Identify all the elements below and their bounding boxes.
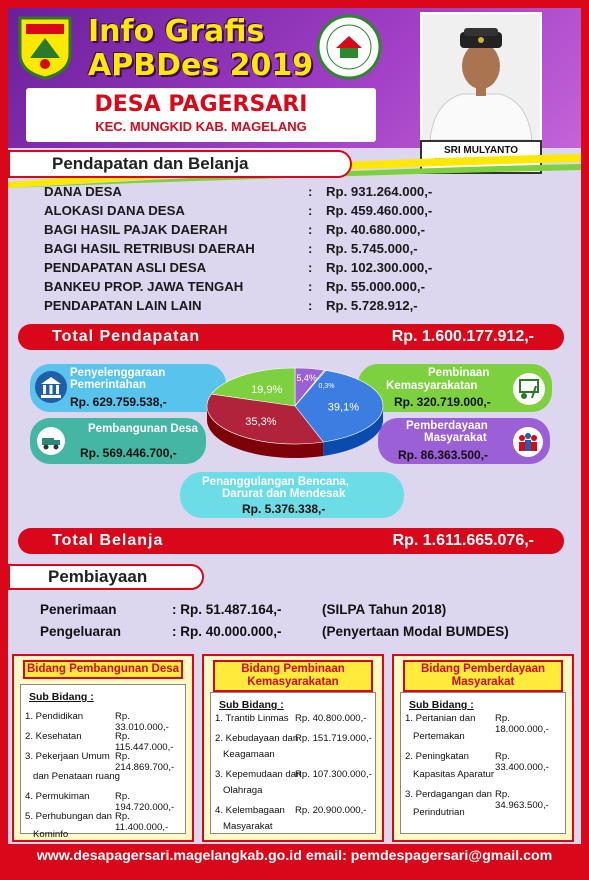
belanja-pie-chart [200, 360, 390, 472]
income-row: PENDAPATAN LAIN LAIN : Rp. 5.728.912,- [44, 298, 418, 313]
income-row: PENDAPATAN ASLI DESA : Rp. 102.300.000,- [44, 260, 433, 275]
bidang-box-pemberdayaan: Bidang Pemberdayaan Masyarakat Sub Bidang : 1. Pertanian dan Rp. 18.000.000,- Pertemakan 2. Peningkatan Rp. 33.400.000,- Kapasitas Aparatur 3. Perdagangan dan Rp. 34.963.500,- Perindutrian [392, 654, 574, 842]
pill-bencana: Penanggulangan Bencana, Darurat dan Mendesak Rp. 5.376.338,- [180, 472, 404, 518]
pie-slice-label: 19,9% [251, 384, 283, 397]
kepala-desa-name: SRI MULYANTO [443, 145, 519, 156]
pill-pembangunan: Pembangunan Desa Rp. 569.446.700,- [30, 418, 206, 464]
income-row: DANA DESA : Rp. 931.264.000,- [44, 184, 433, 199]
pendapatan-heading: Pendapatan dan Belanja [8, 150, 352, 178]
income-row: BAGI HASIL RETRIBUSI DAERAH : Rp. 5.745.000,- [44, 241, 418, 256]
income-row: BAGI HASIL PAJAK DAERAH : Rp. 40.680.000,- [44, 222, 425, 237]
pill-penyelenggaraan: Penyelenggaraan Pemerintahan Rp. 629.759.538,- [30, 364, 226, 412]
kecamatan-name: KEC. MUNGKID KAB. MAGELANG [95, 119, 307, 134]
community-people-icon [512, 426, 544, 458]
bidang-title: Bidang Pembangunan Desa [23, 660, 183, 679]
kemendes-logo-icon [316, 14, 382, 80]
construction-vehicle-icon [36, 426, 66, 456]
bidang-title: Bidang Pembinaan Kemasyarakatan [213, 660, 373, 692]
pie-slice-label: 5,4% [296, 372, 317, 383]
desa-name: DESA PAGERSARI [94, 92, 308, 117]
total-pendapatan-label: Total Pendapatan [52, 328, 201, 345]
bidang-title: Bidang Pemberdayaan Masyarakat [403, 660, 563, 692]
kabupaten-logo-icon [16, 14, 74, 80]
total-pendapatan-value: Rp. 1.600.177.912,- [391, 328, 534, 345]
pill-pemberdayaan: Pemberdayaan Masyarakat Rp. 86.363.500,- [378, 418, 550, 464]
government-building-icon [34, 370, 68, 404]
total-belanja-bar [18, 528, 564, 554]
pie-slice-label: 39,1% [327, 401, 359, 414]
pie-slice-label: 0,3% [318, 383, 335, 391]
pill-pembinaan: Pembinaan Kemasyarakatan Rp. 320.719.000,- [358, 364, 552, 412]
total-belanja-label: Total Belanja [52, 532, 164, 549]
desa-box [26, 88, 376, 142]
pembiayaan-heading: Pembiayaan [8, 564, 204, 590]
total-pendapatan-bar [18, 324, 564, 350]
pie-slice-label: 35,3% [245, 415, 277, 428]
kepala-desa-photo [420, 12, 542, 142]
presentation-icon [512, 372, 546, 406]
title-line1: Info Grafis [88, 14, 265, 49]
total-belanja-value: Rp. 1.611.665.076,- [392, 532, 534, 549]
income-row: ALOKASI DANA DESA : Rp. 459.460.000,- [44, 203, 433, 218]
income-row: BANKEU PROP. JAWA TENGAH : Rp. 55.000.000,- [44, 279, 425, 294]
bidang-box-pembinaan: Bidang Pembinaan Kemasyarakatan Sub Bidang : 1. Trantib Linmas Rp. 40.800.000,- 2. Kebudayaan dan Rp. 151.719.000,- Keagamaan 3. Kepemudaan dan Rp. 107.300.000,- Olahraga 4. Kelembagaan Rp. 20.900.000,- Masyarakat [202, 654, 384, 842]
title-line2: APBDes 2019 [88, 48, 314, 83]
bidang-box-pembangunan: Bidang Pembangunan Desa Sub Bidang : 1. Pendidikan Rp. 33.010.000,- 2. Kesehatan Rp. 115.447.000,- 3. Pekerjaan Umum Rp. 214.869.700,- dan Penataan ruang 4. Permukiman Rp. 194.720.000,- 5. Perhubungan dan Rp. 11.400.000,- Kominfo [12, 654, 194, 842]
footer-text: www.desapagersari.magelangkab.go.id email: pemdespagersari@gmail.com [36, 848, 553, 864]
